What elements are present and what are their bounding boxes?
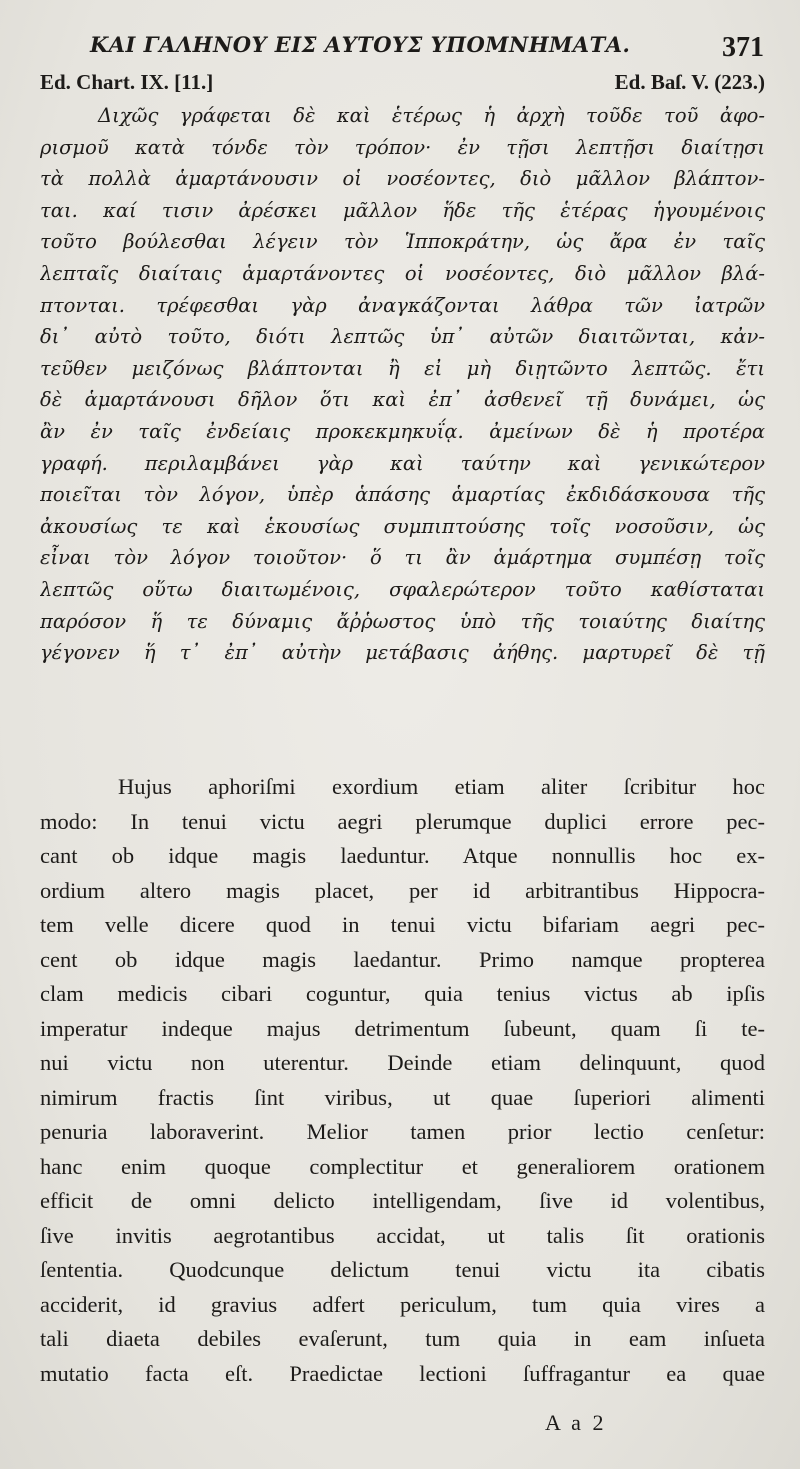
greek-line: ἂν ἐν ταῖς ἐνδείαις προκεκμηκυΐᾳ. ἀμείνων δὲ ἡ προτέρα	[40, 419, 765, 443]
latin-line: hanc enim quoque complectitur et generaliorem orationem	[40, 1153, 765, 1179]
greek-line: ἀκουσίως τε καὶ ἑκουσίως συμπιπτούσης τοῖς νοσοῦσιν, ὡς	[40, 514, 765, 538]
greek-text-block	[40, 100, 765, 669]
latin-line: clam medicis cibari coguntur, quia tenius victus ab ipſis	[40, 981, 765, 1006]
greek-line: λεπταῖς διαίταις ἁμαρτάνοντες οἱ νοσέοντες, διὸ μᾶλλον βλά-	[40, 261, 765, 285]
latin-line: nimirum fractis ſint viribus, ut quae ſuperiori alimenti	[40, 1084, 765, 1110]
greek-line: γραφή. περιλαμβάνει γὰρ καὶ ταύτην καὶ γενικώτερον	[40, 451, 765, 475]
running-head	[60, 22, 780, 66]
greek-line: ποιεῖται τὸν λόγον, ὑπὲρ ἁπάσης ἁμαρτίας ἐκδιδάσκουσα τῆς	[40, 483, 765, 507]
latin-line: ſive invitis aegrotantibus accidat, ut talis ſit orationis	[40, 1222, 765, 1248]
greek-line: πτονται. τρέφεσθαι γὰρ ἀναγκάζονται λάθρα τῶν ἰατρῶν	[40, 293, 765, 317]
latin-line: mutatio facta eſt. Praedictae lectioni ſuffragantur ea quae	[40, 1360, 765, 1386]
greek-line: δὲ ἁμαρτάνουσι δῆλον ὅτι καὶ ἐπ᾽ ἀσθενεῖ τῇ δυνάμει, ὡς	[40, 388, 765, 412]
latin-line: tem velle dicere quod in tenui victu bifariam aegri pec-	[40, 912, 765, 937]
greek-line: τοῦτο βούλεσθαι λέγειν τὸν Ἱπποκράτην, ὡς ἄρα ἐν ταῖς	[40, 230, 765, 254]
latin-line: nui victu non uterentur. Deinde etiam delinquunt, quod	[40, 1050, 765, 1075]
page-number: 371	[722, 32, 764, 63]
edition-basel-reference: Ed. Baſ. V. (223.)	[614, 70, 765, 94]
greek-line: γέγονεν ἥ τ᾽ ἐπ᾽ αὐτὴν μετάβασις ἀήθης. μαρτυρεῖ δὲ τῇ	[40, 641, 765, 665]
greek-line: δι᾽ αὐτὸ τοῦτο, διότι λεπτῶς ὑπ᾽ αὐτῶν διαιτῶνται, κἀν-	[40, 325, 765, 349]
greek-line: εἶναι τὸν λόγον τοιοῦτον· ὅ τι ἂν ἁμάρτημα συμπέσῃ τοῖς	[40, 546, 765, 570]
greek-line: ται. καί τισιν ἀρέσκει μᾶλλον ἥδε τῆς ἑτέρας ἡγουμένοις	[40, 198, 765, 222]
greek-line: ρισμοῦ κατὰ τόνδε τὸν τρόπον· ἐν τῇσι λεπτῇσι διαίτῃσι	[40, 135, 765, 159]
greek-line: τὰ πολλὰ ἁμαρτάνουσιν οἱ νοσέοντες, διὸ μᾶλλον βλάπτον-	[40, 167, 765, 191]
signature-mark: A a 2	[545, 1410, 607, 1435]
greek-line: παρόσον ἥ τε δύναμις ἄῤῥωστος ὑπὸ τῆς τοιαύτης διαίτης	[40, 609, 765, 633]
latin-line: cent ob idque magis laedantur. Primo namque propterea	[40, 946, 765, 972]
edition-references	[40, 70, 765, 100]
latin-line: imperatur indeque majus detrimentum ſubeunt, quam ſi te-	[40, 1015, 765, 1041]
greek-line: τεῦθεν μειζόνως βλάπτονται ἢ εἰ μὴ διῃτῶντο λεπτῶς. ἔτι	[40, 356, 765, 380]
latin-line: Hujus aphoriſmi exordium etiam aliter ſcribitur hoc	[118, 774, 765, 799]
latin-line: efficit de omni delicto intelligendam, ſive id volentibus,	[40, 1188, 765, 1213]
greek-line: λεπτῶς οὕτω διαιτωμένοις, σφαλερώτερον τοῦτο καθίσταται	[40, 577, 765, 601]
latin-line: ordium altero magis placet, per id arbitrantibus Hippocra-	[40, 877, 765, 903]
greek-line: Διχῶς γράφεται δὲ καὶ ἑτέρως ἡ ἀρχὴ τοῦδε τοῦ ἀφο-	[98, 104, 765, 127]
latin-line: modo: In tenui victu aegri plerumque duplici errore pec-	[40, 808, 765, 834]
latin-line: cant ob idque magis laeduntur. Atque nonnullis hoc ex-	[40, 843, 765, 868]
edition-chartier-reference: Ed. Chart. IX. [11.]	[40, 70, 214, 94]
latin-text-block	[40, 770, 765, 1391]
latin-line: acciderit, id gravius adfert periculum, tum quia vires a	[40, 1291, 765, 1317]
running-title: ΚΑΙ ΓΑΛΗΝΟΥ ΕΙΣ ΑΥΤΟΥΣ ΥΠΟΜΝΗΜΑΤΑ.	[90, 32, 631, 57]
latin-line: ſententia. Quodcunque delictum tenui victu ita cibatis	[40, 1257, 765, 1282]
latin-line: penuria laboraverint. Melior tamen prior lectio cenſetur:	[40, 1119, 765, 1144]
latin-line: tali diaeta debiles evaſerunt, tum quia in eam inſueta	[40, 1326, 765, 1351]
